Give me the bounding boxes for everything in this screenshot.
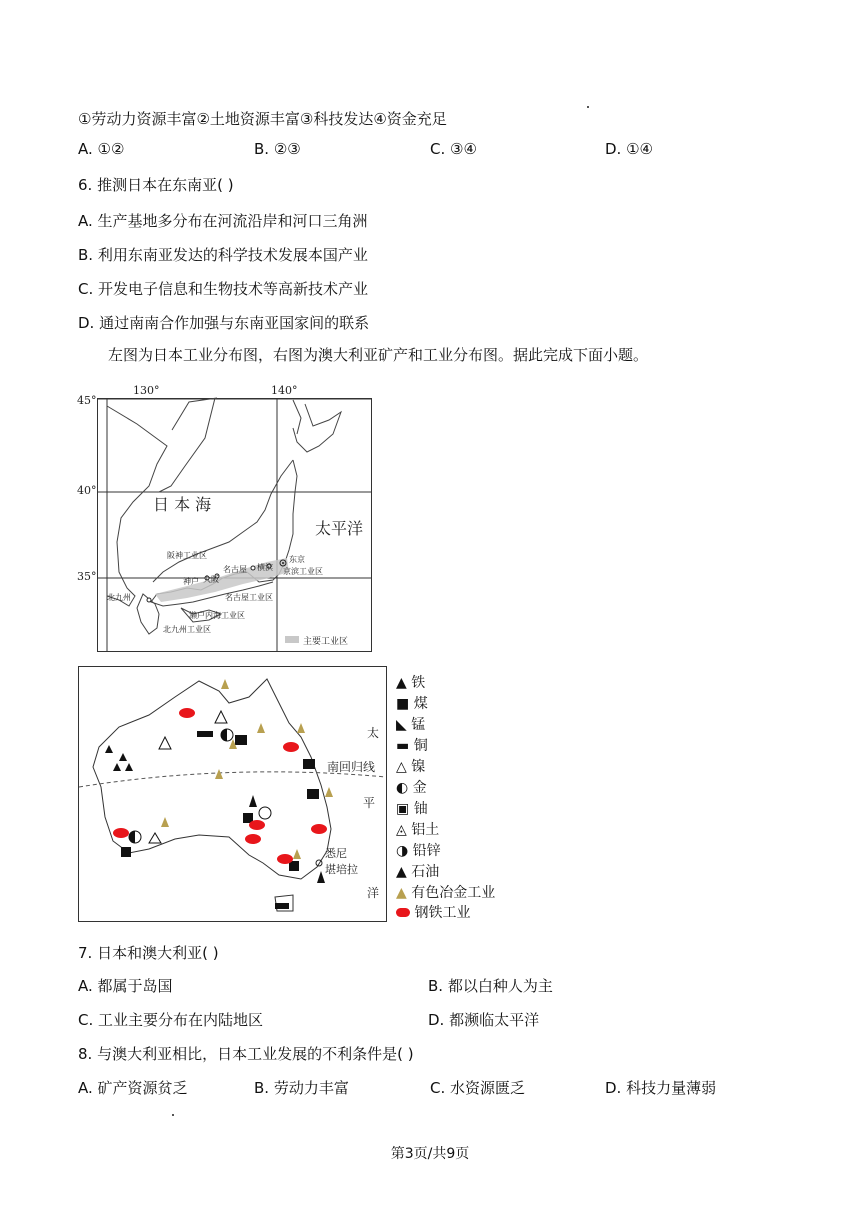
- legend-uranium: ▣ 铀: [396, 801, 428, 817]
- australia-legend: [396, 672, 526, 922]
- ocean-char-3: 洋: [367, 886, 380, 900]
- intro-text: 左图为日本工业分布图，右图为澳大利亚矿产和工业分布图。据此完成下面小题。: [108, 346, 649, 364]
- legend-bauxite: ◬ 铝土: [396, 822, 440, 838]
- place-keihin: 京滨工业区: [283, 567, 323, 576]
- half-circle-icon: ◐: [396, 780, 409, 796]
- place-tokyo: 东京: [289, 555, 305, 564]
- q6-option-d[interactable]: D. 通过南南合作加强与东南亚国家间的联系: [78, 314, 370, 332]
- australia-map: [78, 666, 387, 922]
- place-nagoya-region: 名古屋工业区: [225, 593, 273, 602]
- city-sydney: 悉尼: [325, 847, 347, 860]
- q6-option-a[interactable]: A. 生产基地多分布在河流沿岸和河口三角洲: [78, 212, 368, 230]
- lon-140-label: 140°: [271, 384, 298, 397]
- legend-manganese: ◣ 锰: [396, 717, 426, 733]
- place-kobe: 神户: [183, 577, 199, 586]
- lat-35-label: 35°: [77, 570, 97, 583]
- legend-oil: ▲ 石油: [396, 864, 440, 880]
- q8-option-d[interactable]: D. 科技力量薄弱: [605, 1079, 717, 1097]
- q7-option-d[interactable]: D. 都濒临太平洋: [428, 1011, 540, 1029]
- q6-stem: 6. 推测日本在东南亚( ): [78, 176, 234, 194]
- q7-option-a[interactable]: A. 都属于岛国: [78, 977, 173, 995]
- steel-site: [113, 828, 129, 838]
- triangle-icon: ▲: [396, 675, 407, 691]
- q6-option-c[interactable]: C. 开发电子信息和生物技术等高新技术产业: [78, 280, 369, 298]
- place-nagoya: 名古屋: [223, 565, 247, 574]
- japan-map: [77, 382, 372, 652]
- place-yokohama: 横滨: [257, 563, 273, 572]
- open-triangle-icon: △: [396, 759, 407, 775]
- ocean-char-2: 平: [363, 796, 376, 810]
- legend-copper: ▬ 铜: [396, 738, 428, 754]
- legend-steel: 钢铁工业: [396, 902, 470, 922]
- page-footer: 第3页/共9页: [390, 1146, 470, 1162]
- steel-site: [249, 820, 265, 830]
- ocean-label: 太平洋: [315, 519, 364, 538]
- oil-icon: ▲: [396, 864, 407, 880]
- steel-site: [283, 742, 299, 752]
- hatched-triangle-icon: ◬: [396, 822, 407, 838]
- legend-gold: ◐ 金: [396, 780, 427, 796]
- sea-label: 日 本 海: [153, 495, 212, 514]
- city-canberra: 堪培拉: [325, 863, 358, 876]
- q5-stem: ①劳动力资源丰富②土地资源丰富③科技发达④资金充足: [78, 110, 447, 128]
- q7-option-c[interactable]: C. 工业主要分布在内陆地区: [78, 1011, 264, 1029]
- ocean-char-1: 太: [367, 726, 380, 740]
- q5-option-d[interactable]: D. ①④: [605, 140, 653, 158]
- nonferrous-icon: ▲: [396, 885, 407, 901]
- q6-option-b[interactable]: B. 利用东南亚发达的科学技术发展本国产业: [78, 246, 368, 264]
- steel-site: [277, 854, 293, 864]
- lat-45-label: 45°: [77, 394, 97, 407]
- place-osaka: 大阪: [203, 575, 219, 584]
- square-dot-icon: ▣: [396, 801, 410, 817]
- stray-dot: [172, 1114, 174, 1116]
- lat-40-label: 40°: [77, 484, 97, 497]
- q8-stem: 8. 与澳大利亚相比，日本工业发展的不利条件是( ): [78, 1045, 414, 1063]
- steel-site: [311, 824, 327, 834]
- place-kitakyushu: 北九州: [107, 593, 131, 602]
- q5-option-a[interactable]: A. ①②: [78, 140, 125, 158]
- legend-iron: ▲ 铁: [396, 675, 426, 691]
- q5-option-b[interactable]: B. ②③: [254, 140, 301, 158]
- q5-option-c[interactable]: C. ③④: [430, 140, 477, 158]
- legend-nonferrous: ▲ 有色冶金工业: [396, 885, 496, 901]
- stray-dot: [587, 106, 589, 108]
- lon-130-label: 130°: [133, 384, 160, 397]
- bar-icon: ▬: [396, 738, 410, 754]
- q8-option-a[interactable]: A. 矿产资源贫乏: [78, 1079, 188, 1097]
- legend-coal: ■ 煤: [396, 696, 428, 712]
- steel-icon: [396, 908, 410, 917]
- lead-zinc-icon: ◑: [396, 843, 409, 859]
- q8-option-b[interactable]: B. 劳动力丰富: [254, 1079, 349, 1097]
- place-kitakyushu-region: 北九州工业区: [163, 625, 211, 634]
- legend-industrial-swatch: [285, 636, 299, 643]
- legend-industrial-label: 主要工业区: [303, 637, 349, 647]
- steel-site: [245, 834, 261, 844]
- manganese-icon: ◣: [396, 717, 407, 733]
- q7-option-b[interactable]: B. 都以白种人为主: [428, 977, 553, 995]
- place-hanshin: 阪神工业区: [167, 551, 207, 560]
- steel-site: [179, 708, 195, 718]
- q7-stem: 7. 日本和澳大利亚( ): [78, 944, 219, 962]
- place-setouchi: 濑户内海工业区: [189, 611, 245, 620]
- legend-lead-zinc: ◑ 铅锌: [396, 843, 441, 859]
- legend-nickel: △ 镍: [396, 759, 426, 775]
- tropic-label: 南回归线: [327, 760, 376, 774]
- q8-option-c[interactable]: C. 水资源匮乏: [430, 1079, 526, 1097]
- square-icon: ■: [396, 696, 410, 712]
